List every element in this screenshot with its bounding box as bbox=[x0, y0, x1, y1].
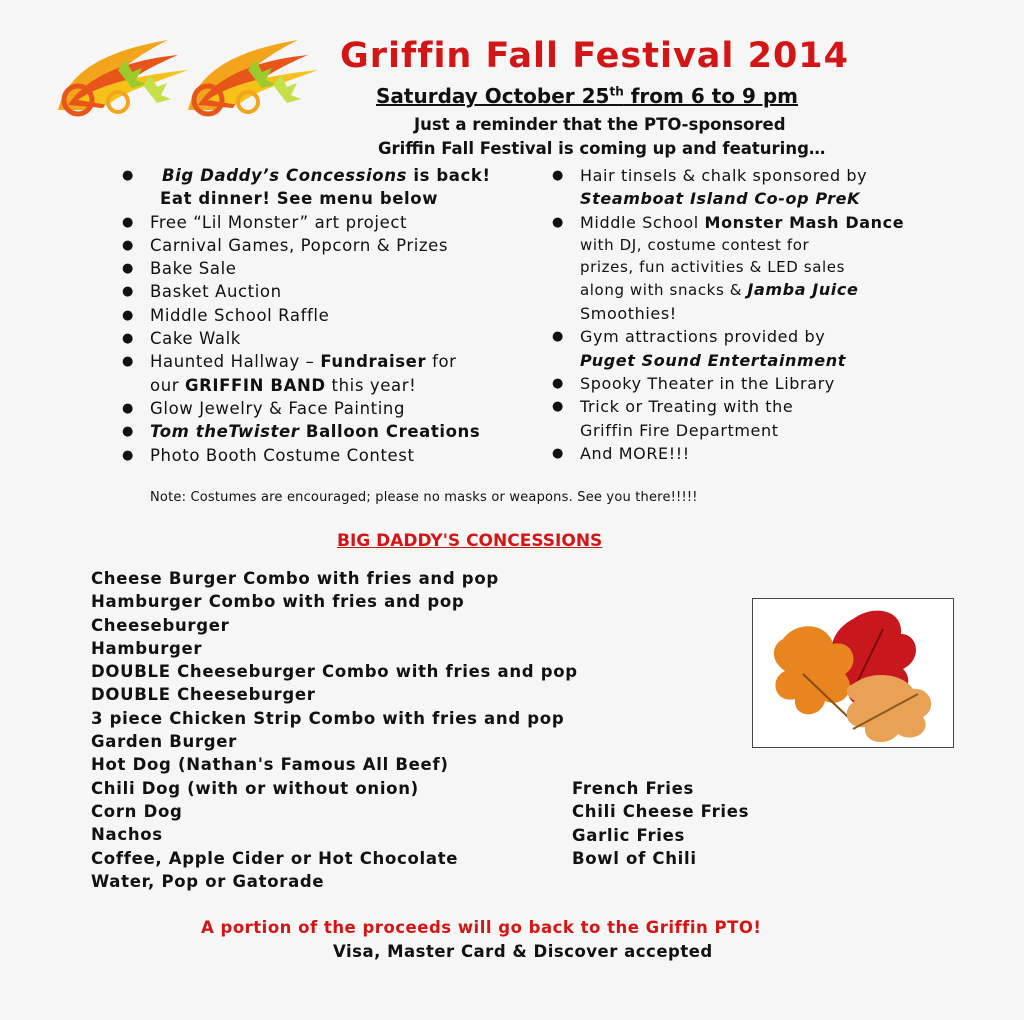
menu-item: Nachos bbox=[91, 825, 163, 845]
right-feature-list bbox=[552, 164, 905, 465]
bullet-icon: ● bbox=[122, 214, 134, 230]
menu-right-list bbox=[572, 777, 749, 870]
list-item bbox=[580, 234, 904, 256]
note-text: Note: Costumes are encouraged; please no masks or weapons. See you there!!!!! bbox=[150, 490, 698, 505]
feature-text: Griffin Fire Department bbox=[580, 420, 779, 440]
feature-text: Smoothies! bbox=[580, 304, 677, 324]
list-item bbox=[122, 304, 491, 327]
menu-item: Chili Dog (with or without onion) bbox=[91, 778, 419, 798]
bullet-icon: ● bbox=[552, 168, 564, 183]
autumn-leaves-banner-icon bbox=[48, 30, 340, 120]
feature-highlight: Big Daddy’s Concessions bbox=[162, 166, 407, 185]
date-time: from 6 to 9 pm bbox=[623, 84, 798, 108]
list-item bbox=[122, 420, 491, 443]
date-prefix: Saturday October 25 bbox=[376, 84, 610, 108]
bullet-icon: ● bbox=[552, 399, 564, 415]
bullet-icon: ● bbox=[552, 329, 564, 345]
bullet-icon: ● bbox=[122, 424, 134, 440]
feature-text: for bbox=[426, 352, 457, 372]
feature-text: Eat dinner! See menu below bbox=[160, 189, 439, 209]
menu-item: Coffee, Apple Cider or Hot Chocolate bbox=[91, 848, 459, 868]
bullet-icon: ● bbox=[122, 447, 134, 463]
menu-item: Cheese Burger Combo with fries and pop bbox=[91, 569, 499, 588]
page-title: Griffin Fall Festival 2014 bbox=[340, 36, 850, 76]
bullet-icon: ● bbox=[122, 168, 134, 183]
menu-item: Cheeseburger bbox=[91, 615, 230, 635]
menu-left-list bbox=[91, 567, 578, 893]
feature-highlight: GRIFFIN BAND bbox=[184, 375, 326, 395]
feature-text: Trick or Treating with the bbox=[580, 397, 794, 417]
list-item bbox=[552, 372, 904, 395]
left-feature-list bbox=[122, 164, 491, 467]
feature-text: Basket Auction bbox=[150, 282, 282, 302]
list-item bbox=[552, 395, 904, 418]
feature-highlight: Monster Mash Dance bbox=[704, 212, 905, 232]
feature-text: Balloon Creations bbox=[299, 422, 481, 442]
feature-text: prizes, fun activities & LED sales bbox=[580, 257, 845, 276]
oak-leaves-image bbox=[752, 598, 954, 748]
payment-note: Visa, Master Card & Discover accepted bbox=[333, 942, 713, 961]
feature-text: Gym attractions provided by bbox=[580, 327, 826, 347]
feature-text: Spooky Theater in the Library bbox=[580, 374, 835, 394]
menu-item: 3 piece Chicken Strip Combo with fries and pop bbox=[91, 708, 565, 728]
feature-text: this year! bbox=[325, 375, 417, 395]
bullet-icon: ● bbox=[122, 400, 134, 416]
feature-text: Middle School bbox=[580, 212, 705, 232]
feature-text: Glow Jewelry & Face Painting bbox=[150, 398, 406, 418]
concessions-heading: BIG DADDY'S CONCESSIONS bbox=[337, 531, 603, 551]
list-item bbox=[122, 397, 491, 420]
menu-item: Corn Dog bbox=[91, 801, 183, 821]
bullet-icon: ● bbox=[552, 376, 564, 392]
menu-item: Hot Dog (Nathan's Famous All Beef) bbox=[91, 755, 449, 775]
feature-text: Bake Sale bbox=[150, 259, 237, 279]
feature-highlight: Tom theTwister bbox=[150, 422, 300, 442]
list-item bbox=[580, 419, 904, 442]
proceeds-note: A portion of the proceeds will go back to the Griffin PTO! bbox=[201, 918, 762, 937]
bullet-icon: ● bbox=[552, 445, 564, 461]
menu-item: Chili Cheese Fries bbox=[572, 802, 750, 822]
bullet-icon: ● bbox=[122, 261, 134, 277]
list-item bbox=[552, 442, 904, 465]
feature-highlight: Steamboat Island Co-op PreK bbox=[580, 189, 861, 209]
list-item bbox=[122, 211, 491, 234]
feature-text: Carnival Games, Popcorn & Prizes bbox=[150, 235, 449, 255]
list-item bbox=[122, 164, 491, 187]
list-item bbox=[150, 187, 491, 210]
oak-leaves-icon bbox=[753, 599, 953, 747]
bullet-icon: ● bbox=[122, 354, 134, 370]
list-item bbox=[122, 280, 491, 303]
date-suffix: th bbox=[609, 84, 624, 99]
menu-item: Hamburger bbox=[91, 638, 203, 658]
bullet-icon: ● bbox=[122, 284, 134, 300]
feature-highlight: Jamba Juice bbox=[747, 279, 859, 299]
menu-item: Water, Pop or Gatorade bbox=[91, 871, 325, 891]
menu-item: Garden Burger bbox=[91, 732, 238, 752]
feature-text: Middle School Raffle bbox=[150, 305, 330, 325]
menu-item: Bowl of Chili bbox=[572, 848, 697, 868]
list-item bbox=[552, 325, 904, 348]
bullet-icon: ● bbox=[122, 237, 134, 253]
bullet-icon: ● bbox=[122, 307, 134, 323]
menu-item: DOUBLE Cheeseburger Combo with fries and pop bbox=[91, 662, 578, 682]
feature-text: Free “Lil Monster” art project bbox=[150, 212, 408, 232]
menu-item: DOUBLE Cheeseburger bbox=[91, 685, 316, 705]
list-item bbox=[580, 302, 904, 325]
feature-text: And MORE!!! bbox=[580, 443, 690, 463]
list-item bbox=[122, 327, 491, 350]
menu-item: Hamburger Combo with fries and pop bbox=[91, 592, 465, 612]
list-item bbox=[122, 350, 491, 373]
intro-line-2: Griffin Fall Festival is coming up and featuring… bbox=[378, 139, 826, 158]
list-item bbox=[580, 187, 904, 210]
feature-text: is back! bbox=[407, 166, 491, 185]
feature-highlight: Fundraiser bbox=[320, 352, 427, 372]
list-item bbox=[552, 211, 905, 234]
list-item bbox=[580, 256, 904, 278]
feature-text: Haunted Hallway – bbox=[150, 352, 321, 372]
event-date bbox=[376, 84, 798, 108]
list-item bbox=[580, 278, 904, 302]
feature-text: Hair tinsels & chalk sponsored by bbox=[580, 166, 868, 185]
feature-text: Cake Walk bbox=[150, 329, 241, 349]
list-item bbox=[580, 349, 904, 372]
feature-text: our bbox=[150, 375, 185, 395]
feature-text: along with snacks & bbox=[580, 280, 748, 299]
list-item bbox=[552, 164, 904, 187]
bullet-icon: ● bbox=[122, 331, 134, 347]
feature-text: Photo Booth Costume Contest bbox=[150, 445, 415, 465]
feature-highlight: Puget Sound Entertainment bbox=[580, 350, 846, 370]
list-item bbox=[150, 374, 491, 397]
list-item bbox=[122, 444, 491, 467]
menu-item: French Fries bbox=[572, 779, 694, 798]
menu-item: Garlic Fries bbox=[572, 825, 686, 845]
intro-line-1: Just a reminder that the PTO-sponsored bbox=[414, 115, 786, 134]
list-item bbox=[122, 234, 491, 257]
list-item bbox=[122, 257, 491, 280]
feature-text: with DJ, costume contest for bbox=[580, 235, 810, 254]
bullet-icon: ● bbox=[552, 214, 564, 230]
